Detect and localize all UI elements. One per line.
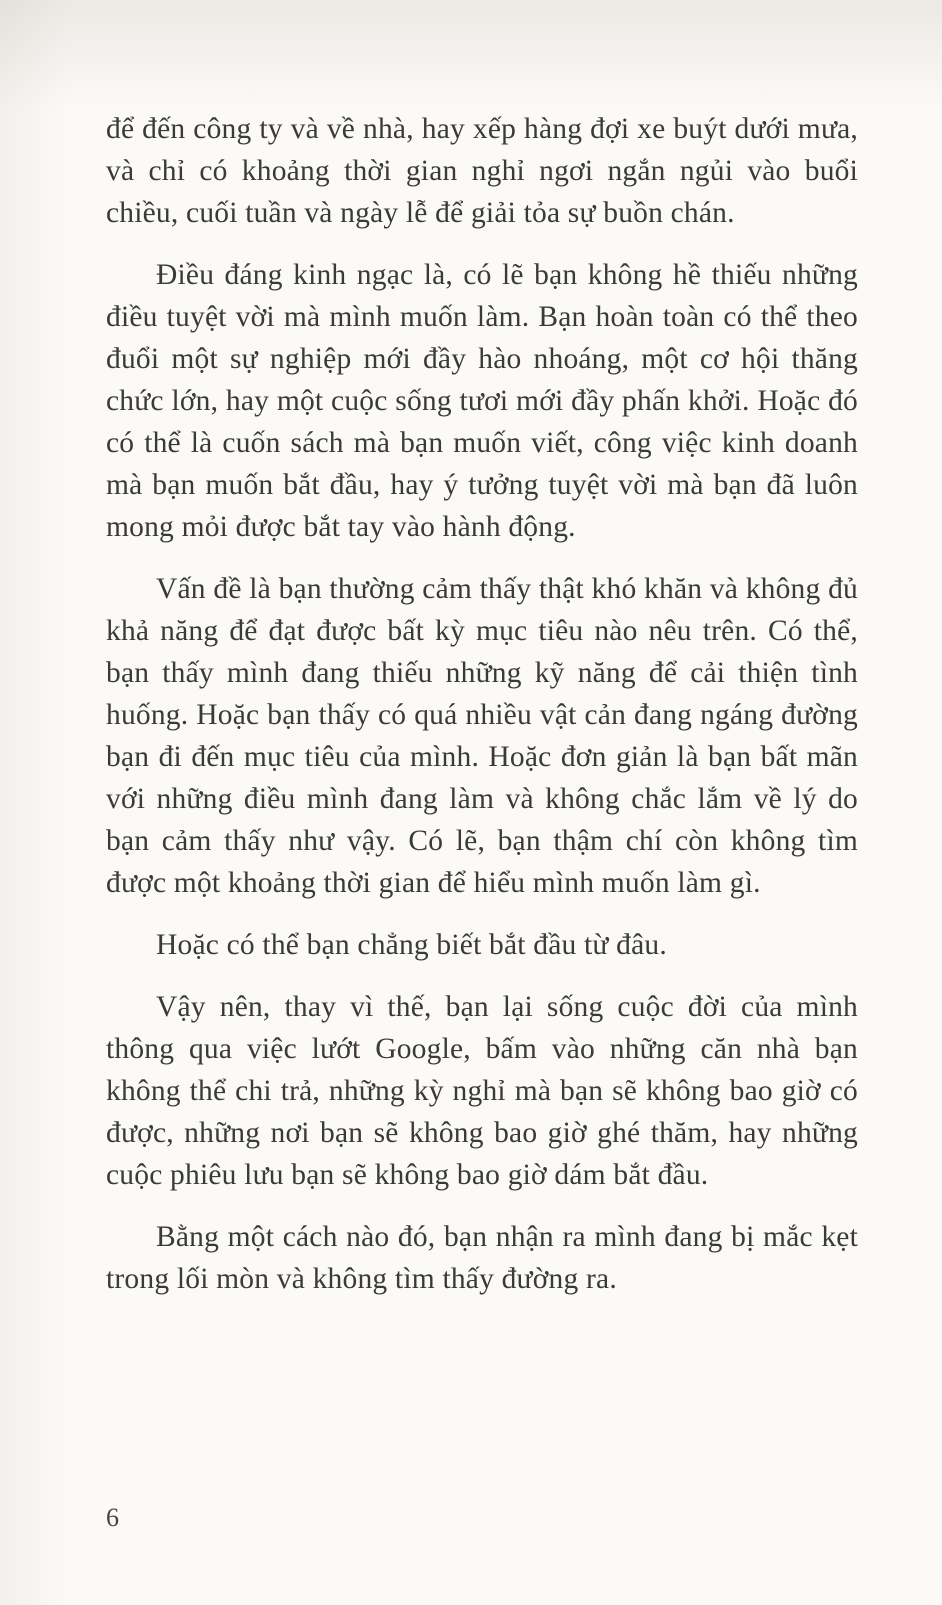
- paragraph-continuation: để đến công ty và về nhà, hay xếp hàng đợi xe buýt dưới mưa, và chỉ có khoảng thời gian nghỉ ngơi ngắn ngủi vào buổi chiều, cuối tuần và ngày lễ để giải tỏa sự buồn chán.: [106, 113, 858, 229]
- paragraph: Bằng một cách nào đó, bạn nhận ra mình đang bị mắc kẹt trong lối mòn và không tìm thấy đường ra.: [106, 1221, 858, 1295]
- page-number: 6: [106, 1503, 119, 1532]
- paragraph: Hoặc có thể bạn chẳng biết bắt đầu từ đâu.: [156, 929, 667, 961]
- paragraph: Điều đáng kinh ngạc là, có lẽ bạn không hề thiếu những điều tuyệt vời mà mình muốn làm. Bạn hoàn toàn có thể theo đuổi một sự nghiệp mới đầy hào nhoáng, một cơ hội thăng chức lớn, hay một cuộc sống tươi mới đầy phấn khởi. Hoặc đó có thể là cuốn sách mà bạn muốn viết, công việc kinh doanh mà bạn muốn bắt đầu, hay ý tưởng tuyệt vời mà bạn đã luôn mong mỏi được bắt tay vào hành động.: [106, 259, 858, 543]
- page-text: [106, 108, 858, 1320]
- paragraph: Vậy nên, thay vì thế, bạn lại sống cuộc đời của mình thông qua việc lướt Google, bấm vào những căn nhà bạn không thể chi trả, những kỳ nghỉ mà bạn sẽ không bao giờ có được, những nơi bạn sẽ không bao giờ ghé thăm, hay những cuộc phiêu lưu bạn sẽ không bao giờ dám bắt đầu.: [106, 991, 858, 1191]
- paragraph: Vấn đề là bạn thường cảm thấy thật khó khăn và không đủ khả năng để đạt được bất kỳ mục tiêu nào nêu trên. Có thể, bạn thấy mình đang thiếu những kỹ năng để cải thiện tình huống. Hoặc bạn thấy có quá nhiều vật cản đang ngáng đường bạn đi đến mục tiêu của mình. Hoặc đơn giản là bạn bất mãn với những điều mình đang làm và không chắc lắm về lý do bạn cảm thấy như vậy. Có lẽ, bạn thậm chí còn không tìm được một khoảng thời gian để hiểu mình muốn làm gì.: [106, 573, 858, 899]
